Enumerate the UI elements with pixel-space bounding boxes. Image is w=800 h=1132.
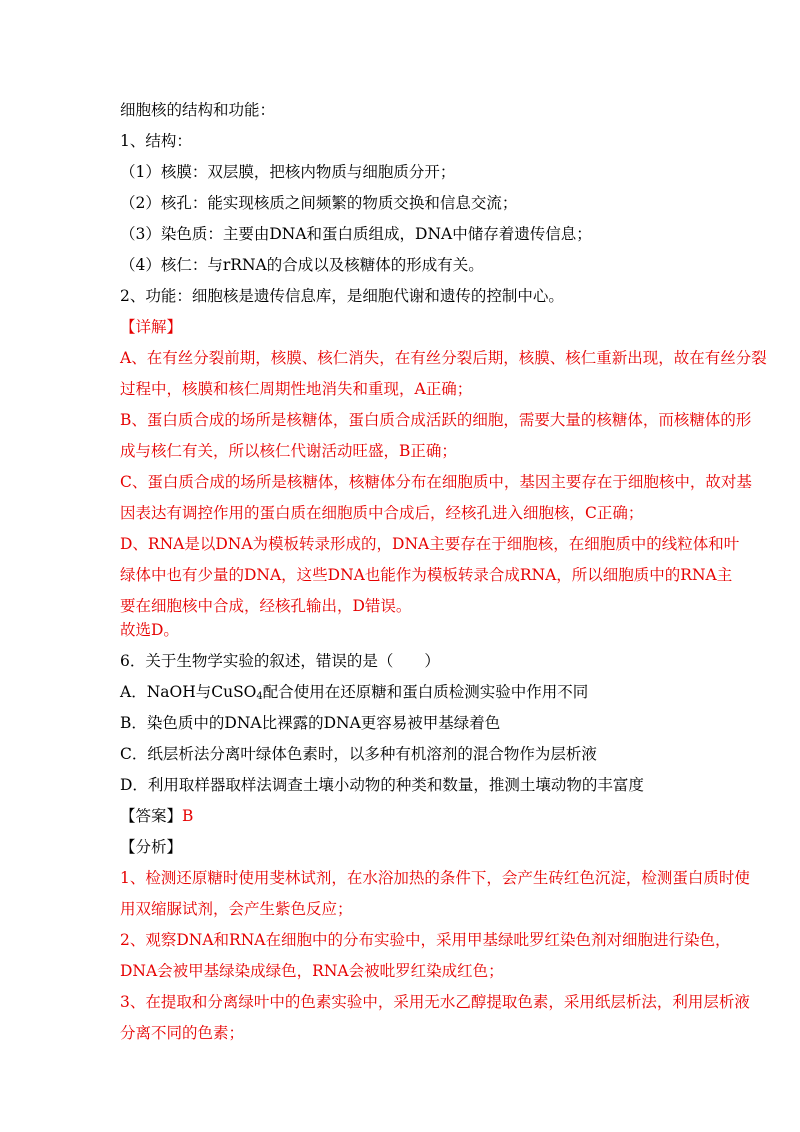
question-6-stem: 6．关于生物学实验的叙述，错误的是（ ） xyxy=(120,652,440,670)
function-point: 2、功能：细胞核是遗传信息库，是细胞代谢和遗传的控制中心。 xyxy=(120,287,564,305)
answer-value: B xyxy=(182,807,194,825)
option-a-subscript: 4 xyxy=(256,691,263,702)
answer-label: 【答案】 xyxy=(120,807,183,825)
detail-conclusion: 故选D。 xyxy=(120,621,179,639)
detail-label: 【详解】 xyxy=(120,318,183,336)
detail-a-line-1: A、在有丝分裂前期，核膜、核仁消失，在有丝分裂后期，核膜、核仁重新出现，故在有丝分裂 xyxy=(120,349,767,367)
detail-d-line-3: 要在细胞核中合成，经核孔输出，D错误。 xyxy=(120,597,412,615)
detail-b-line-2: 成与核仁有关，所以核仁代谢活动旺盛，B正确； xyxy=(120,442,457,460)
analysis-p1-line-2: 用双缩脲试剂，会产生紫色反应； xyxy=(120,900,353,918)
structure-item-2: （2）核孔：能实现核质之间频繁的物质交换和信息交流； xyxy=(120,194,518,212)
structure-item-1: （1）核膜：双层膜，把核内物质与细胞质分开； xyxy=(120,163,456,181)
question-6-option-c: C．纸层析法分离叶绿体色素时，以多种有机溶剂的混合物作为层析液 xyxy=(120,745,597,763)
nucleus-heading: 细胞核的结构和功能： xyxy=(120,101,276,119)
analysis-p1-line-1: 1、检测还原糖时使用斐林试剂，在水浴加热的条件下，会产生砖红色沉淀，检测蛋白质时使 xyxy=(120,869,750,887)
detail-d-line-1: D、RNA是以DNA为模板转录形成的，DNA主要存在于细胞核，在细胞质中的线粒体和叶 xyxy=(120,535,740,553)
analysis-label: 【分析】 xyxy=(120,838,183,856)
detail-c-line-1: C、蛋白质合成的场所是核糖体，核糖体分布在细胞质中，基因主要存在于细胞核中，故对基 xyxy=(120,473,752,491)
analysis-p3-line-1: 3、在提取和分离绿叶中的色素实验中，采用无水乙醇提取色素，采用纸层析法，利用层析液 xyxy=(120,993,750,1011)
answer-line xyxy=(120,806,193,826)
analysis-p2-line-2: DNA会被甲基绿染成绿色，RNA会被吡罗红染成红色； xyxy=(120,962,504,980)
option-a-suffix: 配合使用在还原糖和蛋白质检测实验中作用不同 xyxy=(262,683,589,701)
detail-d-line-2: 绿体中也有少量的DNA，这些DNA也能作为模板转录合成RNA，所以细胞质中的RNA主 xyxy=(120,566,733,584)
question-6-option-d: D．利用取样器取样法调查土壤小动物的种类和数量，推测土壤动物的丰富度 xyxy=(120,776,644,794)
detail-c-line-2: 因表达有调控作用的蛋白质在细胞质中合成后，经核孔进入细胞核，C正确； xyxy=(120,504,644,522)
detail-a-line-2: 过程中，核膜和核仁周期性地消失和重现，A正确； xyxy=(120,380,473,398)
structure-item-3: （3）染色质：主要由DNA和蛋白质组成，DNA中储存着遗传信息； xyxy=(120,225,592,243)
analysis-p3-line-2: 分离不同的色素； xyxy=(120,1024,245,1042)
question-6-option-b: B．染色质中的DNA比裸露的DNA更容易被甲基绿着色 xyxy=(120,714,501,732)
detail-b-line-1: B、蛋白质合成的场所是核糖体，蛋白质合成活跃的细胞，需要大量的核糖体，而核糖体的形 xyxy=(120,411,752,429)
option-a-prefix: A．NaOH与CuSO xyxy=(120,683,257,701)
structure-point: 1、结构： xyxy=(120,132,192,150)
structure-item-4: （4）核仁：与rRNA的合成以及核糖体的形成有关。 xyxy=(120,256,484,274)
question-6-option-a xyxy=(120,682,588,702)
analysis-p2-line-1: 2、观察DNA和RNA在细胞中的分布实验中，采用甲基绿吡罗红染色剂对细胞进行染色， xyxy=(120,931,731,949)
